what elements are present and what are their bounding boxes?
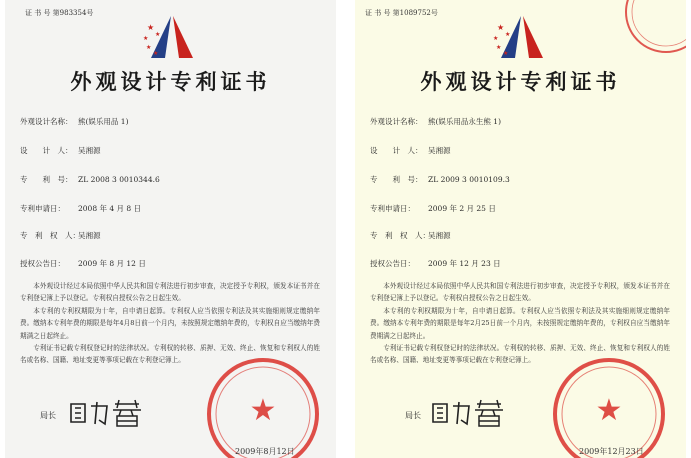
- issue-date: 2009年8月12日: [235, 447, 295, 456]
- body-paragraph: 本专利的专利权期限为十年，自申请日起算。专利权人应当依照专利法及其实施细则规定缴纳年费。缴纳本专利年费的期限是每年4月8日前一个月内，未按照规定缴纳年费的，专利权自应当缴纳年费期满之日起终止。: [20, 306, 320, 340]
- svg-text:★: ★: [155, 31, 161, 38]
- field-design-name: 外观设计名称： 熊(娱乐用品永生熊 1): [370, 117, 502, 126]
- svg-text:★: ★: [595, 393, 623, 428]
- field-grant-date: 授权公告日： 2009 年 12 月 23 日: [370, 259, 501, 268]
- certificate-title: 外观设计专利证书: [70, 69, 271, 94]
- patent-office-emblem-icon: [141, 12, 201, 66]
- field-patentee: 专 利 权 人：吴湘源: [370, 231, 451, 240]
- certificate-body: [20, 280, 320, 367]
- patent-office-emblem-icon: [491, 12, 551, 66]
- field-grant-date: 授权公告日： 2009 年 8 月 12 日: [20, 259, 146, 268]
- field-application-date: 专利申请日： 2008 年 4 月 8 日: [20, 204, 142, 213]
- field-designer: 设 计 人： 吴湘源: [20, 146, 101, 155]
- certificate-left: [5, 0, 336, 458]
- field-patentee: 专 利 权 人：吴湘源: [20, 231, 101, 240]
- svg-text:★: ★: [503, 50, 509, 57]
- director-label: 局长: [405, 411, 421, 420]
- body-paragraph: 本专利的专利权期限为十年，自申请日起算。专利权人应当依照专利法及其实施细则规定缴纳年费。缴纳本专利年费的期限是每年2月25日前一个月内，未按照规定缴纳年费的，专利权自应当缴纳年费期满之日起终止。: [370, 306, 670, 340]
- certificate-right: [355, 0, 686, 458]
- official-seal: [551, 356, 667, 458]
- director-signature: [427, 396, 509, 430]
- svg-text:★: ★: [496, 44, 502, 51]
- official-seal: [205, 356, 321, 458]
- certificate-body: [370, 280, 670, 367]
- field-designer: 设 计 人： 吴湘源: [370, 146, 451, 155]
- svg-text:★: ★: [497, 23, 505, 32]
- field-patent-number: 专 利 号： ZL 2009 3 0010109.3: [370, 175, 510, 184]
- certificate-number: 证 书 号 第1089752号: [365, 9, 438, 17]
- certificate-title: 外观设计专利证书: [420, 69, 621, 94]
- svg-text:★: ★: [146, 44, 152, 51]
- director-label: 局长: [40, 411, 56, 420]
- corner-stamp: [624, 0, 686, 54]
- body-paragraph: 专利证书记载专利权登记时的法律状况。专利权的转移、质押、无效、终止、恢复和专利权人的姓名或名称、国籍、地址变更等事项记载在专利登记簿上。: [370, 344, 670, 365]
- issue-date: 2009年12月23日: [579, 447, 644, 456]
- director-signature: [65, 396, 147, 430]
- field-patent-number: 专 利 号： ZL 2008 3 0010344.6: [20, 175, 160, 184]
- svg-text:★: ★: [147, 23, 155, 32]
- svg-text:★: ★: [143, 35, 149, 42]
- body-paragraph: 本外观设计经过本局依照中华人民共和国专利法进行初步审查，决定授予专利权，颁发本证书并在专利登记簿上予以登记。专利权自授权公告之日起生效。: [20, 282, 320, 303]
- body-paragraph: 本外观设计经过本局依照中华人民共和国专利法进行初步审查，决定授予专利权，颁发本证书并在专利登记簿上予以登记。专利权自授权公告之日起生效。: [370, 282, 670, 303]
- svg-text:★: ★: [505, 31, 511, 38]
- field-application-date: 专利申请日： 2009 年 2 月 25 日: [370, 204, 496, 213]
- body-paragraph: 专利证书记载专利权登记时的法律状况。专利权的转移、质押、无效、终止、恢复和专利权人的姓名或名称、国籍、地址变更等事项记载在专利登记簿上。: [20, 344, 320, 365]
- svg-text:★: ★: [153, 50, 159, 57]
- field-design-name: 外观设计名称： 熊(娱乐用品 1): [20, 117, 129, 126]
- svg-text:★: ★: [493, 35, 499, 42]
- svg-text:★: ★: [249, 393, 277, 428]
- certificate-number: 证 书 号 第983354号: [25, 9, 94, 17]
